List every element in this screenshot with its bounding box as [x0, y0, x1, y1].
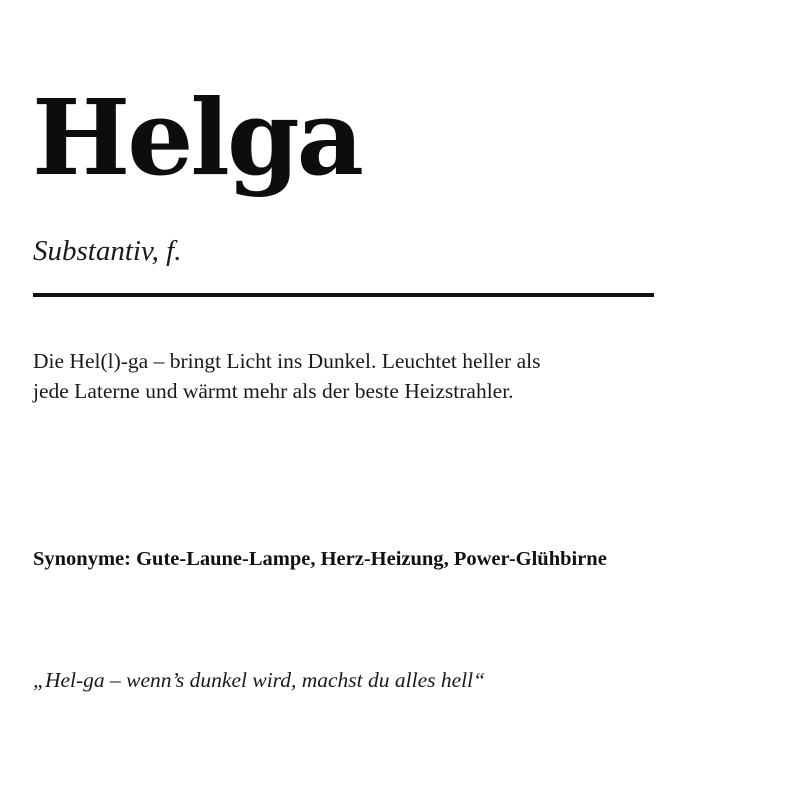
synonyms-line: [33, 545, 793, 573]
synonym-item: Power-Glühbirne: [453, 548, 607, 570]
synonym-item: Gute-Laune-Lampe: [136, 548, 311, 570]
entry-title: Helga: [32, 76, 362, 199]
divider-line: [33, 293, 654, 297]
example-quote: „Hel-ga – wenn’s dunkel wird, machst du alles hell“: [33, 668, 486, 692]
word-class-label: Substantiv, f.: [33, 235, 182, 267]
synonym-separator: ,: [443, 548, 454, 570]
definition-line-1: Die Hel(l)-ga – bringt Licht ins Dunkel. Leuchtet heller als: [33, 349, 541, 373]
definition-text: [33, 346, 693, 406]
synonym-separator: ,: [310, 548, 321, 570]
synonyms-label: Synonyme:: [33, 548, 137, 570]
definition-line-2: jede Laterne und wärmt mehr als der beste Heizstrahler.: [33, 379, 514, 403]
synonym-item: Herz-Heizung: [320, 548, 444, 570]
